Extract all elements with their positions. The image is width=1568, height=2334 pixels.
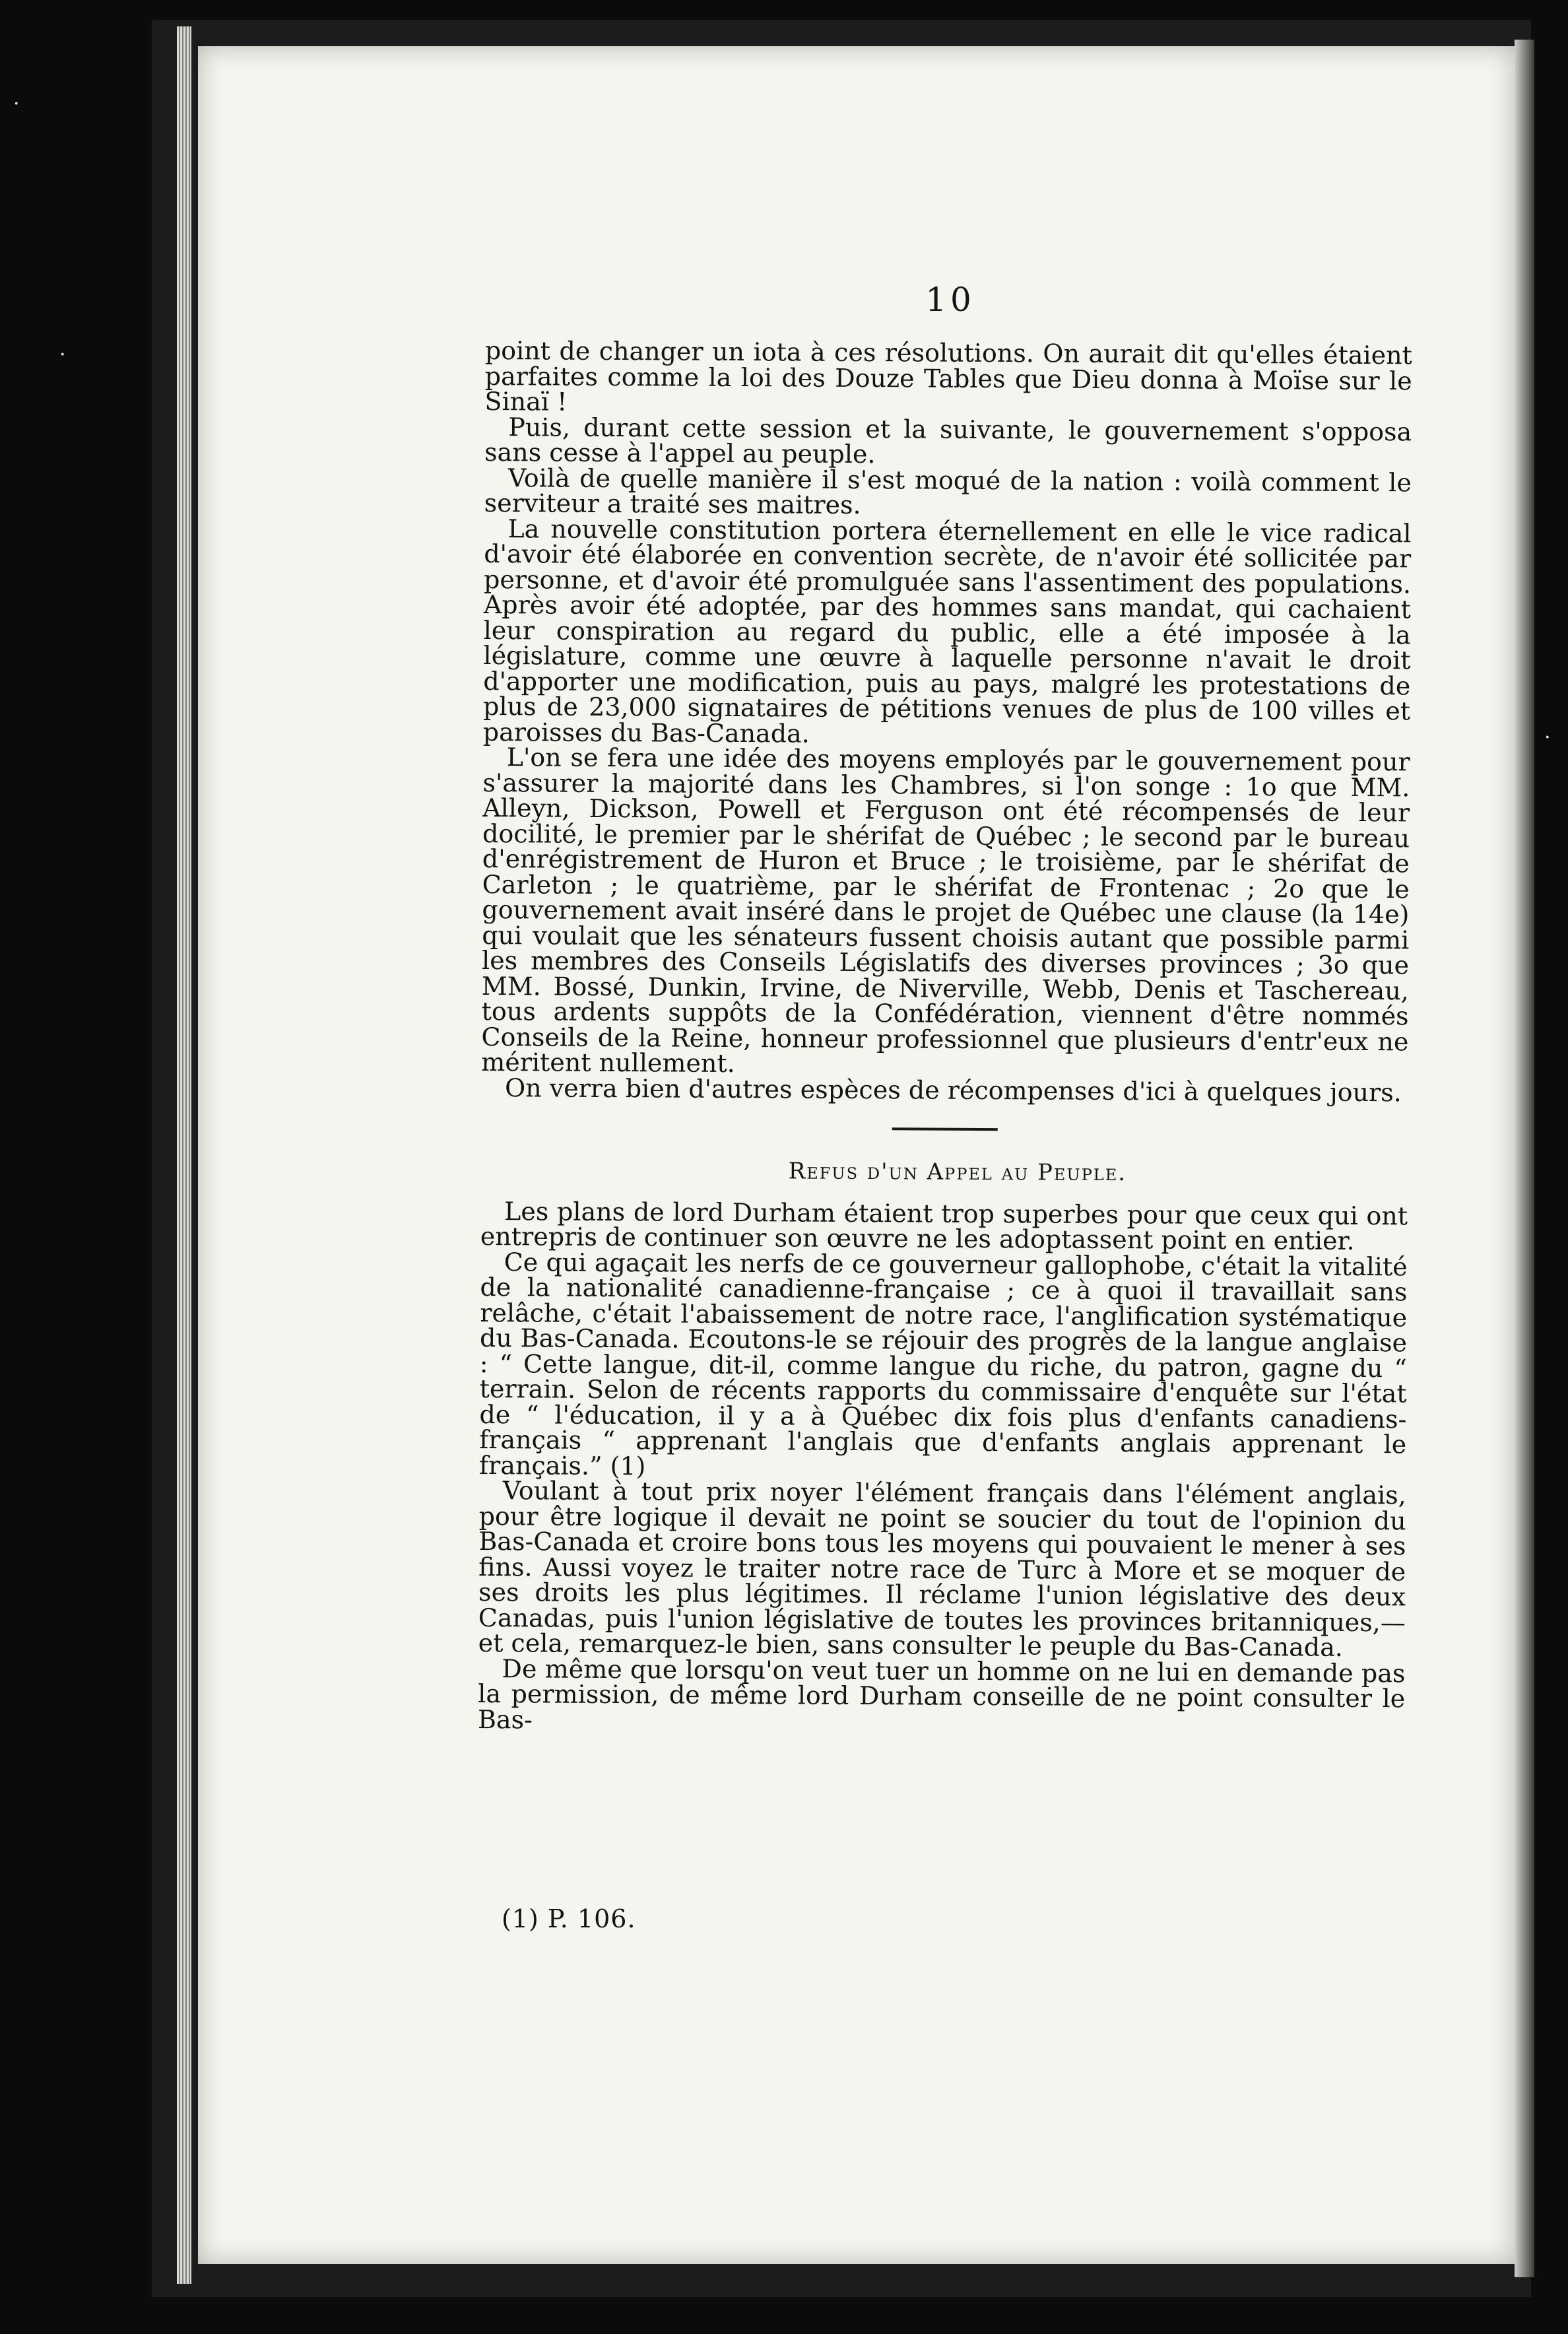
paragraph: De même que lorsqu'on veut tuer un homme on ne lui en demande pas la permission, de même lord Durham conseille de ne point consulter le Bas- xyxy=(477,1653,1406,1734)
paragraph: On verra bien d'autres espèces de récompenses d'ici à quelques jours. xyxy=(504,1073,1402,1107)
section-heading: Refus d'un Appel au Peuple. xyxy=(788,1158,1127,1187)
paragraph: Les plans de lord Durham étaient trop superbes pour que ceux qui ont entrepris de continuer son œuvre ne les adoptassent point en entier. xyxy=(480,1196,1408,1255)
page-number: 10 xyxy=(925,281,975,319)
paragraph: Voilà de quelle manière il s'est moqué de la nation : voilà comment le serviteur a traité ses maitres. xyxy=(484,463,1412,519)
page-edge-right xyxy=(1515,40,1534,2277)
footnote: (1) P. 106. xyxy=(502,1904,636,1933)
section-divider xyxy=(892,1127,997,1131)
paragraph: point de changer un iota à ces résolutions. On aurait dit qu'elles étaient parfaites comme la loi des Douze Tables que Dieu donna à Moïse sur le Sinaï ! xyxy=(484,336,1412,417)
paragraph: La nouvelle constitution portera éternellement en elle le vice radical d'avoir été élaborée en convention secrète, de n'avoir été sollicitée par personne, et d'avoir été promulguée sans l'assentiment des populations. Après avoir été adoptée, par des hommes sans mandat, qui cachaient leur conspiration au regard du public, elle a été imposée à la législature, comme une œuvre à laquelle personne n'avait le droit d'apporter une modification, puis au pays, malgré les protestations de plus de 23,000 signataires de pétitions venues de plus de 100 villes et paroisses du Bas-Canada. xyxy=(482,514,1412,749)
paragraph: Voulant à tout prix noyer l'élément français dans l'élément anglais, pour être logique il devait ne point se soucier du tout de l'opinion du Bas-Canada et croire bons tous les moyens qui pouvaient le mener à ses fins. Aussi voyez le traiter notre race de Turc à More et se moquer de ses droits les plus légitimes. Il réclame l'union législative des deux Canadas, puis l'union législative de toutes les provinces britanniques,—et cela, remarquez-le bien, sans consulter le peuple du Bas-Canada. xyxy=(478,1476,1406,1662)
page-stack-edge-left xyxy=(177,26,191,2284)
paragraph: Puis, durant cette session et la suivante, le gouvernement s'opposa sans cesse à l'appel au peuple. xyxy=(484,412,1412,469)
paragraph: Ce qui agaçait les nerfs de ce gouverneur gallophobe, c'était la vitalité de la nationalité canadienne-française ; ce à quoi il travaillait sans relâche, c'était l'abaissement de notre race, l'anglification systématique du Bas-Canada. Ecoutons-le se réjouir des progrès de la langue anglaise : “ Cette langue, dit-il, comme langue du riche, du patron, gagne du “ terrain. Selon de récents rapports du commissaire d'enquête sur l'état de “ l'éducation, il y a à Québec dix fois plus d'enfants canadiens-français “ apprenant l'anglais que d'enfants anglais apprenant le français.” (1) xyxy=(478,1247,1408,1481)
page-body xyxy=(478,338,1412,1737)
scan-speck: · xyxy=(1544,726,1551,749)
scan-speck: · xyxy=(13,92,20,116)
scan-speck: · xyxy=(59,343,66,366)
paragraph: L'on se fera une idée des moyens employés par le gouvernement pour s'assurer la majorité dans les Chambres, si l'on songe : 1o que MM. Alleyn, Dickson, Powell et Ferguson ont été récompensés de leur docilité, le premier par le shérifat de Québec ; le second par le bureau d'enrégistrement de Huron et Bruce ; le troisième, par le shérifat de Carleton ; le quatrième, par le shérifat de Frontenac ; 2o que le gouvernement avait inséré dans le projet de Québec une clause (la 14e) qui voulait que les sénateurs fussent choisis autant que possible parmi les membres des Conseils Législatifs des diverses provinces ; 3o que MM. Bossé, Dunkin, Irvine, de Niverville, Webb, Denis et Taschereau, tous ardents suppôts de la Confédération, viennent d'être nommés Conseils de la Reine, honneur professionnel que plusieurs d'entr'eux ne méritent nullement. xyxy=(481,743,1410,1078)
